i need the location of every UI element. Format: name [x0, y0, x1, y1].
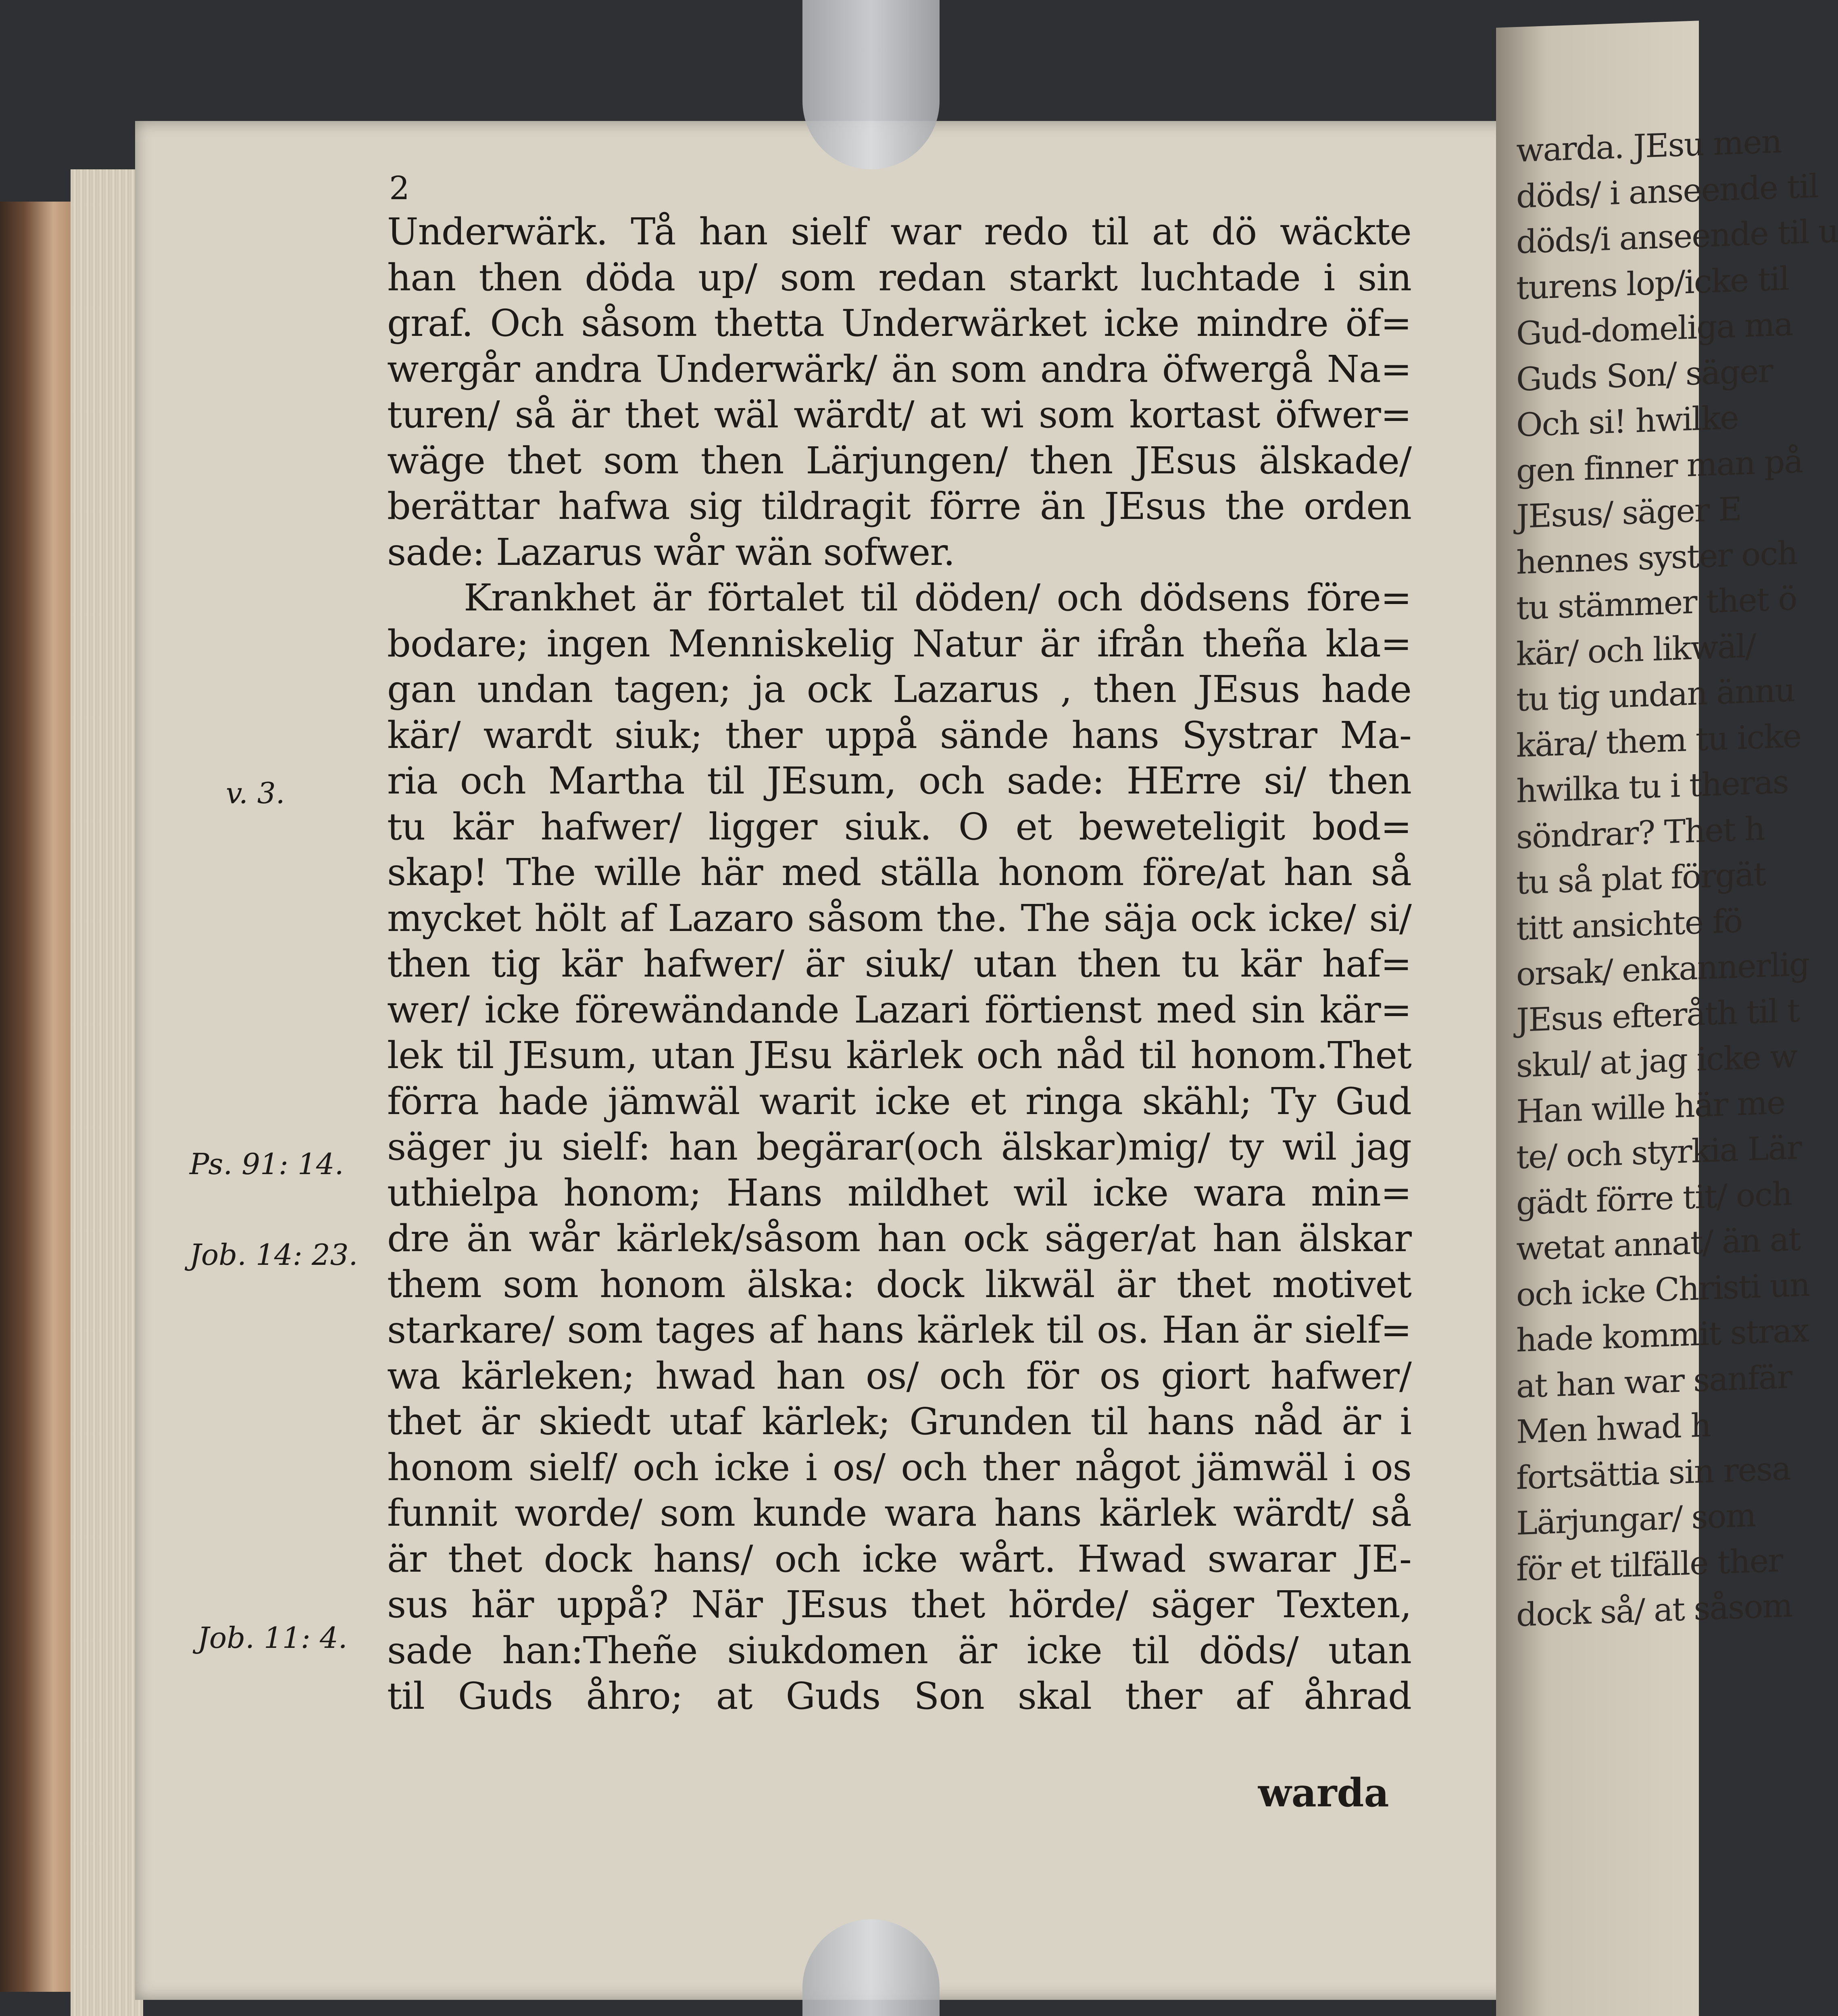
- facing-page-line: kär/ och likwäl/: [1516, 627, 1756, 673]
- facing-page-line: döds/ i anseende til: [1516, 167, 1818, 215]
- text-line: är thet dock hans/ och icke wårt. Hwad swarar JE-: [387, 1537, 1411, 1581]
- facing-page-line: orsak/ enkannerlig: [1516, 945, 1809, 993]
- text-line: sade han:Theñe siukdomen är icke til döds/ utan: [387, 1629, 1411, 1672]
- text-line: uthielpa honom; Hans mildhet wil icke wara min=: [387, 1171, 1411, 1214]
- text-line: starkare/ som tages af hans kärlek til os. Han är sielf=: [387, 1308, 1411, 1352]
- text-line: gan undan tagen; ja ock Lazarus , then JEsus hade: [387, 668, 1411, 711]
- margin-note: Job. 11: 4.: [198, 1621, 348, 1655]
- text-line: berättar hafwa sig tildragit förre än JEsus the orden: [387, 485, 1411, 528]
- text-line: sade: Lazarus wår wän sofwer.: [387, 530, 955, 574]
- text-line: bodare; ingen Menniskelig Natur är ifrån theña kla=: [387, 622, 1411, 665]
- text-line: honom sielf/ och icke i os/ och ther något jämwäl i os: [387, 1445, 1411, 1489]
- facing-page-line: JEsus/ säger E: [1516, 490, 1741, 536]
- facing-page-line: skul/ at jag icke w: [1516, 1037, 1797, 1085]
- facing-page-line: Men hwad h: [1516, 1406, 1711, 1451]
- text-line: kär/ wardt siuk; ther uppå sände hans Systrar Ma-: [387, 713, 1411, 757]
- facing-page-line: warda. JEsu men: [1516, 123, 1782, 170]
- text-line: säger ju sielf: han begärar(och älskar)mig/ ty wil jag: [387, 1125, 1411, 1168]
- text-line: han then döda up/ som redan starkt luchtade i sin: [387, 256, 1411, 299]
- facing-page-line: hennes syster och: [1516, 534, 1797, 581]
- text-line: graf. Och såsom thetta Underwärket icke mindre öf=: [387, 302, 1411, 345]
- text-line: then tig kär hafwer/ är siuk/ utan then tu kär haf=: [387, 942, 1411, 985]
- facing-page-line: för et tilfälle ther: [1516, 1541, 1783, 1588]
- facing-page-line: och icke Christi un: [1516, 1266, 1810, 1314]
- page-edges: [71, 169, 143, 2016]
- text-line: dre än wår kärlek/såsom han ock säger/at han älskar: [387, 1217, 1411, 1260]
- facing-page-line: hade kommit strax: [1516, 1311, 1809, 1360]
- text-line: funnit worde/ som kunde wara hans kärlek wärdt/ så: [387, 1491, 1411, 1535]
- facing-page-line: tu så plat förgät: [1516, 855, 1766, 902]
- margin-note: Ps. 91: 14.: [190, 1147, 344, 1181]
- text-line: them som honom älska: dock likwäl är thet motivet: [387, 1262, 1411, 1306]
- facing-page-line: wetat annat/ än at: [1516, 1220, 1800, 1268]
- text-line: wergår andra Underwärk/ än som andra öfwergå Na=: [387, 347, 1411, 391]
- text-line: thet är skiedt utaf kärlek; Grunden til hans nåd är i: [387, 1400, 1411, 1443]
- text-line: turen/ så är thet wäl wärdt/ at wi som kortast öfwer=: [387, 393, 1411, 436]
- facing-page-line: dock så/ at såsom: [1516, 1587, 1792, 1634]
- text-line: Krankhet är förtalet til döden/ och dödsens före=: [464, 576, 1411, 619]
- facing-page-line: titt ansichte fö: [1516, 902, 1742, 948]
- text-line: til Guds åhro; at Guds Son skal ther af åhrad: [387, 1674, 1411, 1718]
- facing-page-line: te/ och styrkia Lär: [1516, 1129, 1801, 1177]
- facing-page-line: kära/ them tu icke: [1516, 716, 1801, 764]
- facing-page: [1496, 21, 1838, 2016]
- text-line: förra hade jämwäl warit icke et ringa skähl; Ty Gud: [387, 1079, 1411, 1123]
- facing-page-line: gädt förre tit/ och: [1516, 1175, 1792, 1222]
- catchword: warda: [1258, 1770, 1389, 1816]
- page-clip-top: [802, 0, 940, 169]
- facing-page-line: döds/i anseende til u: [1516, 212, 1838, 261]
- text-line: tu kär hafwer/ ligger siuk. O et beweteligit bod=: [387, 805, 1411, 848]
- facing-page-line: Han wille här me: [1516, 1083, 1785, 1131]
- text-line: wer/ icke förewändande Lazari förtienst med sin kär=: [387, 988, 1411, 1031]
- margin-note: Job. 14: 23.: [190, 1238, 358, 1272]
- facing-page-line: söndrar? Thet h: [1516, 810, 1765, 856]
- facing-page-line: Gud-domeliga ma: [1516, 305, 1793, 353]
- facing-page-line: tu tig undan ännu: [1516, 671, 1795, 719]
- text-line: skap! The wille här med ställa honom före/at han så: [387, 851, 1411, 894]
- margin-note: v. 3.: [226, 776, 285, 810]
- facing-page-line: turens lop/icke til: [1516, 259, 1789, 307]
- facing-page-line: tu stämmer thet ö: [1516, 579, 1797, 627]
- facing-page-line: at han war sanfär: [1516, 1358, 1792, 1405]
- facing-page-line: Och si! hwilke: [1516, 398, 1738, 444]
- facing-page-line: Guds Son/ säger: [1516, 352, 1773, 398]
- text-line: wa kärleken; hwad han os/ och för os giort hafwer/: [387, 1354, 1411, 1397]
- text-line: mycket hölt af Lazaro såsom the. The säja ock icke/ si/: [387, 896, 1411, 940]
- facing-page-line: gen finner man på: [1516, 442, 1803, 490]
- text-line: Underwärk. Tå han sielf war redo til at dö wäckte: [387, 210, 1411, 253]
- facing-page-line: JEsus efteråth til t: [1516, 991, 1799, 1039]
- page-number: 2: [389, 169, 410, 207]
- text-line: ria och Martha til JEsum, och sade: HErre si/ then: [387, 759, 1411, 802]
- facing-page-line: hwilka tu i theras: [1516, 763, 1788, 810]
- text-line: lek til JEsum, utan JEsu kärlek och nåd til honom.Thet: [387, 1034, 1411, 1077]
- facing-page-line: Lärjungar/ som: [1516, 1496, 1756, 1543]
- text-line: wäge thet som then Lärjungen/ then JEsus älskade/: [387, 439, 1411, 482]
- facing-page-line: fortsättia sin resa: [1516, 1449, 1790, 1497]
- text-line: sus här uppå? När JEsus thet hörde/ säger Texten,: [387, 1583, 1411, 1626]
